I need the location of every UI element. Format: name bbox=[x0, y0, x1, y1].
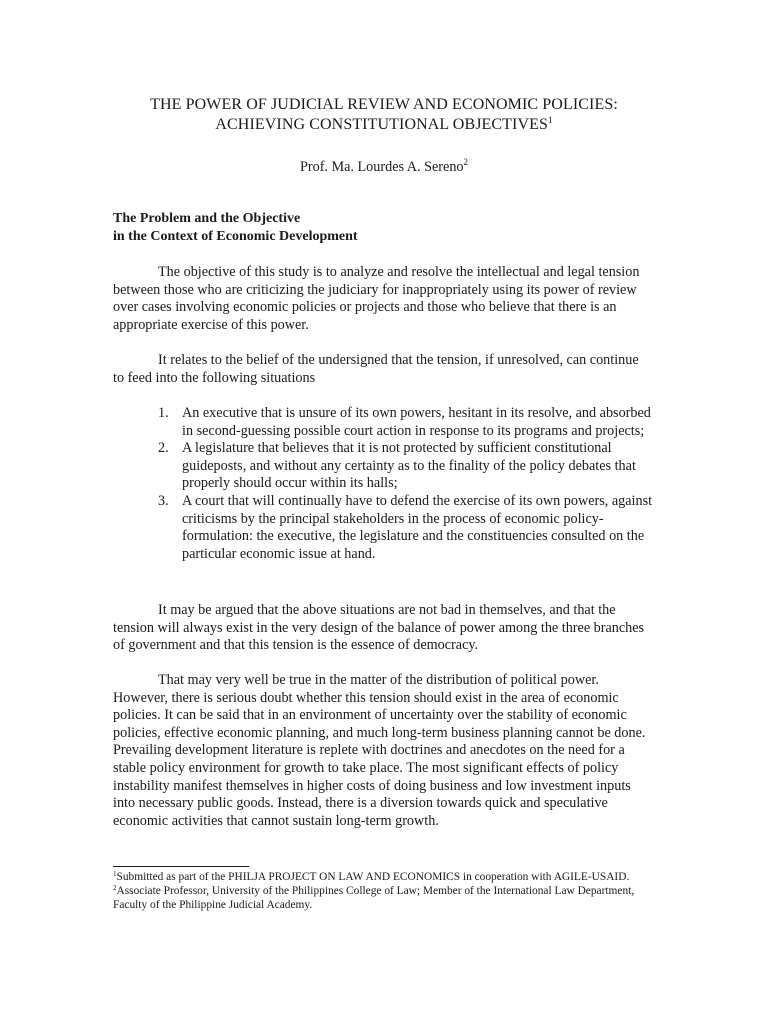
footnote-1 bbox=[113, 870, 658, 884]
footnotes bbox=[113, 870, 658, 912]
footnote-text: Submitted as part of the PHILJA PROJECT ON LAW AND ECONOMICS in cooperation with AGILE-USAID. bbox=[116, 871, 630, 883]
list-item bbox=[158, 493, 653, 563]
list-item-number: 3. bbox=[158, 492, 169, 509]
paragraph-4: That may very well be true in the matter of the distribution of political power. However, there is serious doubt whether this tension should exist in the area of economic policies. It can be said that in an environment of uncertainty over the stability of economic policies, effective economic planning, and much long-term business planning cannot be done. Prevailing development literature is replete with doctrines and anecdotes on the need for a stable policy environment for growth to take place. The most significant effects of policy instability manifest themselves in higher costs of doing business and low investment inputs into necessary public goods. Instead, there is a diversion towards quick and speculative economic activities that cannot sustain long-term growth. bbox=[113, 672, 646, 829]
author-line bbox=[0, 159, 768, 177]
author-footnote-marker: 2 bbox=[463, 157, 469, 167]
paragraph-3: It may be argued that the above situations are not bad in themselves, and that the tension will always exist in the very design of the balance of power among the three branches of government and that this tension is the essence of democracy. bbox=[113, 602, 645, 654]
title-line-2-text: ACHIEVING CONSTITUTIONAL OBJECTIVES bbox=[215, 116, 549, 133]
paragraph-1: The objective of this study is to analyze and resolve the intellectual and legal tension between those who are criticizing the judiciary for inappropriately using its power of review over cases involving economic policies or projects and those who believe that there is an appropriate exercise of this power. bbox=[113, 264, 640, 333]
list-item-text: A court that will continually have to defend the exercise of its own powers, against criticisms by the principal stakeholders in the process of economic policy-formulation: the executive, the legislature and the constituencies consulted on the particular economic issue at hand. bbox=[182, 492, 653, 562]
section-heading bbox=[113, 210, 358, 246]
title-footnote-marker: 1 bbox=[548, 115, 553, 125]
author-name: Prof. Ma. Lourdes A. Sereno bbox=[299, 159, 464, 175]
page-title bbox=[0, 95, 768, 135]
list-item bbox=[158, 440, 653, 493]
list-item-number: 1. bbox=[158, 405, 169, 421]
list-item bbox=[158, 405, 653, 440]
footnote-marker: 2 bbox=[113, 884, 117, 892]
title-line-2 bbox=[0, 115, 768, 135]
section-heading-line-2: in the Context of Economic Development bbox=[113, 229, 358, 244]
section-heading-line-1: The Problem and the Objective bbox=[113, 211, 301, 226]
list-item-number: 2. bbox=[158, 440, 169, 457]
footnote-divider bbox=[113, 866, 249, 867]
footnote-text: Associate Professor, University of the Philippines College of Law; Member of the International Law Department, Faculty of the Philippine Judicial Academy. bbox=[113, 885, 635, 911]
title-line-1: THE POWER OF JUDICIAL REVIEW AND ECONOMIC POLICIES: bbox=[150, 96, 618, 113]
footnote-marker: 1 bbox=[113, 870, 117, 878]
list-item-text: An executive that is unsure of its own powers, hesitant in its resolve, and absorbed in second-guessing possible court action in response to its programs and projects; bbox=[182, 405, 651, 439]
situation-list bbox=[158, 405, 653, 563]
paragraph-2: It relates to the belief of the undersigned that the tension, if unresolved, can continue to feed into the following situations bbox=[113, 352, 639, 386]
footnote-2 bbox=[113, 884, 658, 912]
list-item-text: A legislature that believes that it is not protected by sufficient constitutional guideposts, and without any certainty as to the finality of the policy debates that properly should occur within its halls; bbox=[182, 440, 636, 492]
